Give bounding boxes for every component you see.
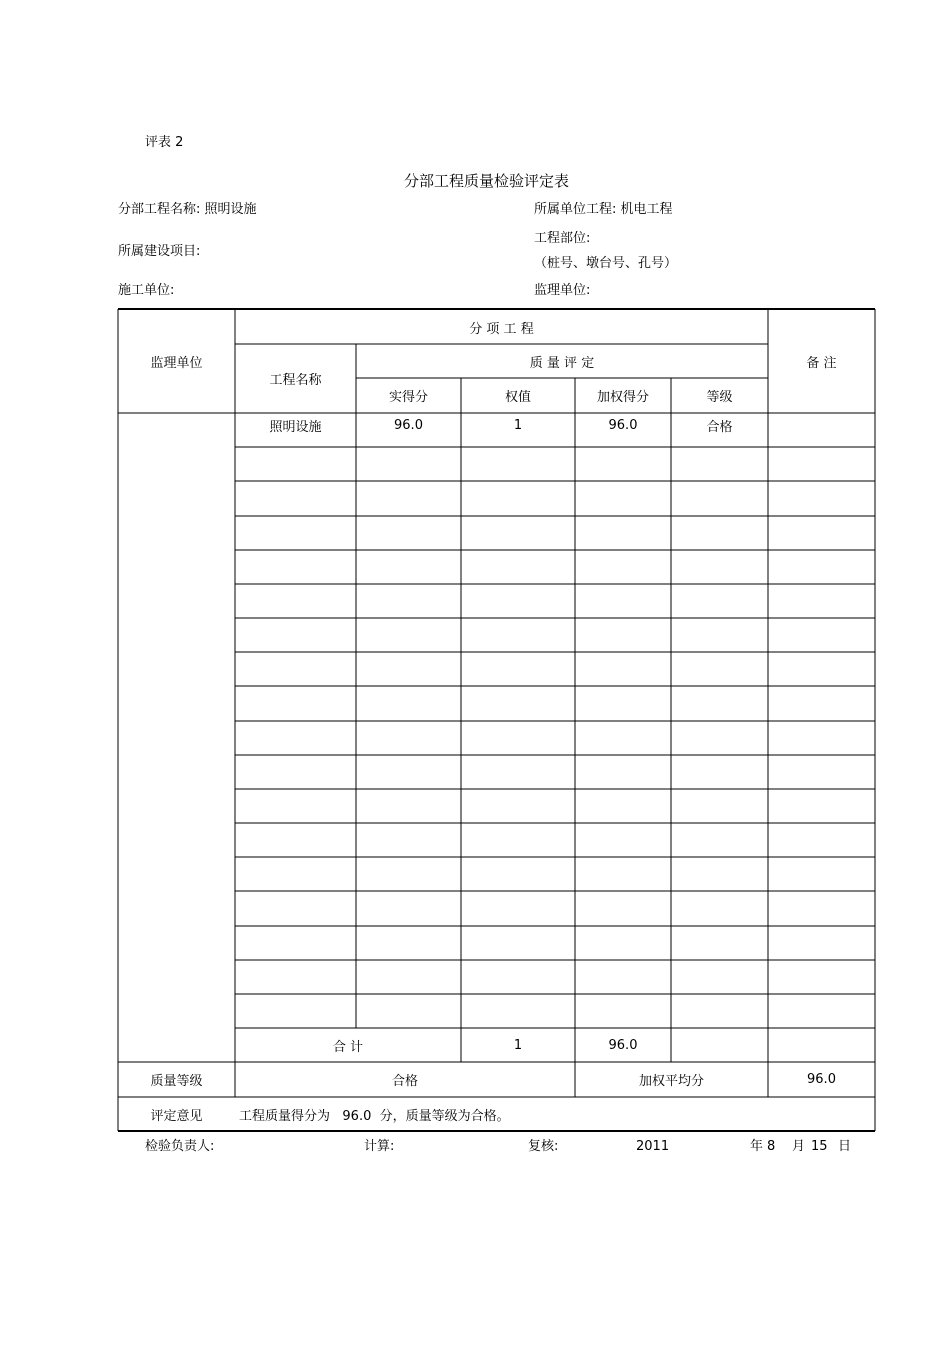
header-item-group: 分 项 工 程 <box>469 321 534 337</box>
row1-weight: 1 <box>513 417 523 433</box>
quality-grade-label: 质量等级 <box>150 1074 203 1089</box>
row1-weighted-score: 96.0 <box>608 417 638 433</box>
date-year: 2011 <box>636 1139 670 1154</box>
location-label: 工程部位: <box>534 231 591 246</box>
location-note: （桩号、墩台号、孔号） <box>534 256 678 271</box>
unit-project: 所属单位工程: 机电工程 <box>534 202 673 217</box>
calculation-label: 计算: <box>364 1139 395 1154</box>
quality-grade-value: 合格 <box>391 1074 418 1089</box>
header-remarks: 备 注 <box>806 356 837 371</box>
header-supervisor-unit: 监理单位 <box>150 356 203 371</box>
header-weighted-score: 加权得分 <box>596 390 649 405</box>
month-label: 月 <box>792 1139 806 1154</box>
header-actual-score: 实得分 <box>388 390 428 405</box>
header-weight: 权值 <box>504 390 531 405</box>
date-day: 15 <box>811 1139 828 1154</box>
weighted-average-label: 加权平均分 <box>638 1074 704 1089</box>
opinion-label: 评定意见 <box>150 1108 203 1124</box>
opinion-text: 工程质量得分为 96.0 分，质量等级为合格。 <box>239 1108 510 1124</box>
total-weight: 1 <box>513 1037 523 1053</box>
header-grade: 等级 <box>706 390 733 405</box>
weighted-average-value: 96.0 <box>807 1072 836 1087</box>
row1-project-name: 照明设施 <box>269 419 322 435</box>
header-project-name: 工程名称 <box>269 373 322 388</box>
subproject-name: 分部工程名称: 照明设施 <box>118 202 257 217</box>
row1-actual-score: 96.0 <box>394 417 423 433</box>
contractor-label: 施工单位: <box>118 283 175 298</box>
form-code: 评表 2 <box>145 135 184 150</box>
review-label: 复核: <box>528 1139 559 1154</box>
document-title: 分部工程质量检验评定表 <box>404 172 570 190</box>
supervisor-label-header: 监理单位: <box>534 283 591 298</box>
row1-grade: 合格 <box>706 419 733 435</box>
total-weighted-score: 96.0 <box>608 1037 638 1053</box>
construction-project: 所属建设项目: <box>118 244 201 259</box>
inspector-label: 检验负责人: <box>145 1139 215 1154</box>
header-quality-group: 质 量 评 定 <box>529 355 595 371</box>
year-label: 年 <box>750 1139 764 1154</box>
day-label: 日 <box>838 1139 852 1154</box>
date-month: 8 <box>767 1139 776 1154</box>
total-label: 合 计 <box>332 1039 364 1055</box>
